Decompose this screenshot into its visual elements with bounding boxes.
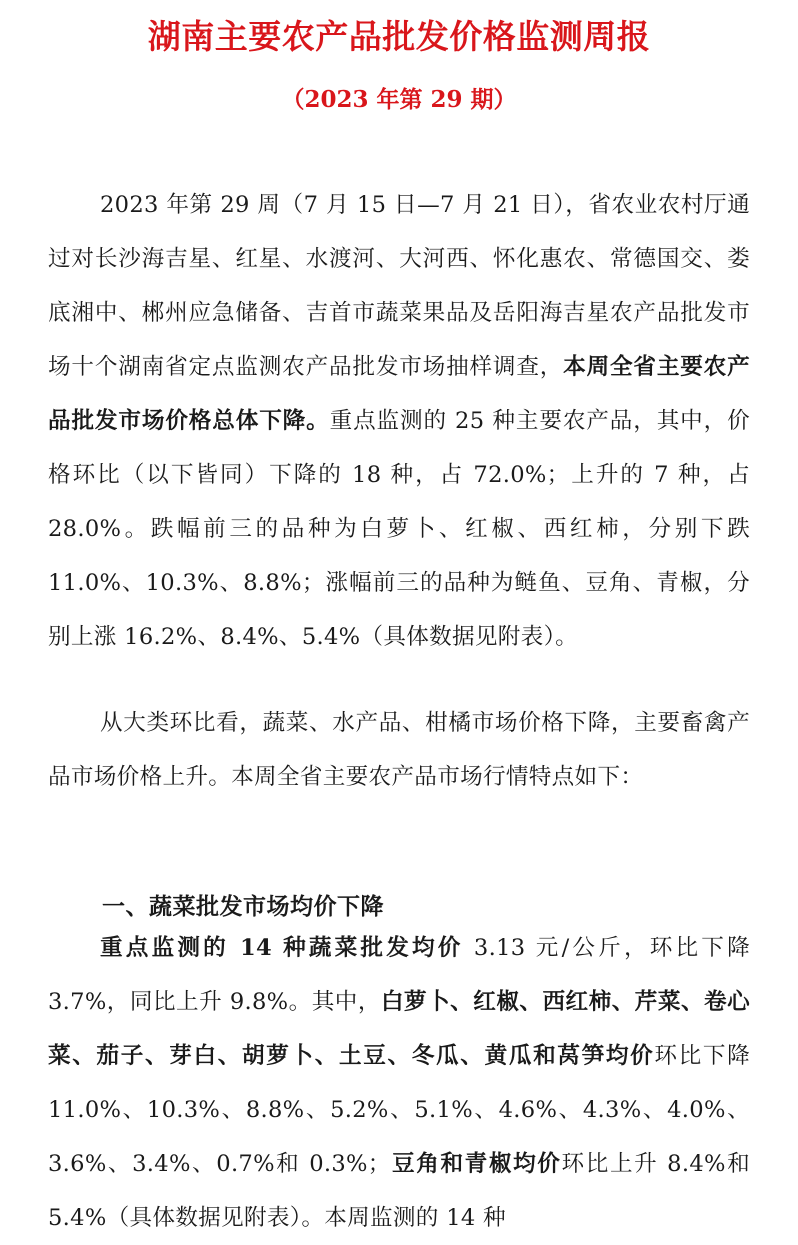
vegetables-text-3: 环比上升 8.4%和 5.4%（具体数据见附表）。本周监测的 14 种 (48, 1151, 750, 1231)
vegetables-text-1: 3.13 元/公斤，环比下降 3.7%，同比上升 9.8%。其中， (48, 935, 750, 1015)
intro-paragraph (48, 178, 750, 664)
report-title: 湖南主要农产品批发价格监测周报 (147, 17, 651, 56)
summary-paragraph: 从大类环比看，蔬菜、水产品、柑橘市场价格下降，主要畜禽产品市场价格上升。本周全省主要农产品市场行情特点如下： (48, 710, 750, 790)
vegetables-highlight-3: 豆角和青椒均价 (390, 1151, 562, 1177)
intro-highlight: 本周全省主要农产品批发市场价格总体下降。 (48, 354, 750, 434)
vegetables-paragraph (48, 921, 750, 1245)
vegetables-highlight-1: 重点监测的 14 种蔬菜批发均价 (100, 935, 464, 961)
issue-subtitle: （2023 年第 29 期） (281, 86, 517, 113)
section-heading-vegetables: 一、蔬菜批发市场均价下降 (102, 893, 384, 920)
intro-text-part1: 2023 年第 29 周（7 月 15 日—7 月 21 日），省农业农村厅通过对长沙海吉星、红星、水渡河、大河西、怀化惠农、常德国交、娄底湘中、郴州应急储备、吉首市蔬菜果品及岳阳海吉星农产品批发市场十个湖南省定点监测农产品批发市场抽样调查， (48, 192, 750, 380)
vegetables-highlight-2: 白萝卜、红椒、西红柿、芹菜、卷心菜、茄子、芽白、胡萝卜、土豆、冬瓜、黄瓜和莴笋均价 (48, 989, 750, 1069)
intro-text-part2: 重点监测的 25 种主要农产品，其中，价格环比（以下皆同）下降的 18 种，占 72.0%；上升的 7 种，占 28.0%。跌幅前三的品种为白萝卜、红椒、西红柿，分别下跌 11.0%、10.3%、8.8%；涨幅前三的品种为鲢鱼、豆角、青椒，分别上涨 16.2%、8.4%、5.4%（具体数据见附表）。 (48, 408, 750, 650)
vegetables-text-2: 环比下降 11.0%、10.3%、8.8%、5.2%、5.1%、4.6%、4.3%、4.0%、3.6%、3.4%、0.7%和 0.3%； (48, 1043, 750, 1177)
